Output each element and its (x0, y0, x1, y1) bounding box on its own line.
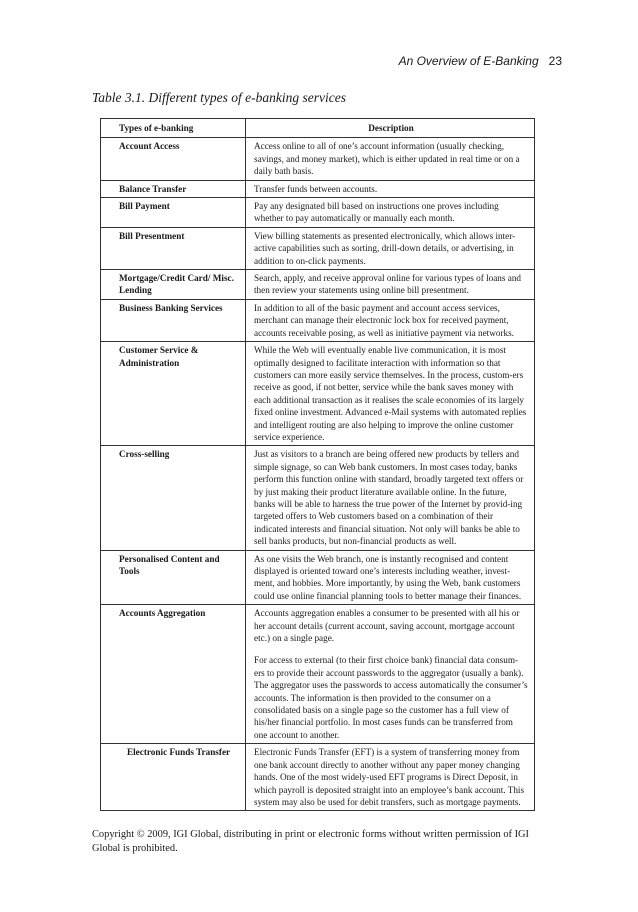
description-paragraph: Just as visitors to a branch are being offered new products by tellers and simple signage, so can Web bank customers. In most cases today, banks perform this function online with standard, broadly targeted text offers or by just making their product literature available online. In the future, banks will be able to harness the true power of the Internet by provid-ing targeted offers to Web customers based on a combination of their indicated interests and financial situation. Not only will banks be able to sell banks products, but non-financial products as well. (254, 449, 524, 547)
service-type: Customer Service & Administration (101, 342, 246, 446)
description-paragraph: While the Web will eventually enable live communication, it is most optimally designed to facilitate interaction with information so that customers can more easily service themselves. In the process, custom-ers receive as good, if not better, service while the bank saves money with each additional transaction as it realises the scale economies of its largely fixed online investment. Advanced e-Mail systems with automated replies and intelligent routing are also helping to improve the online customer service experience. (254, 345, 527, 442)
table-row (101, 299, 535, 341)
col-header-description: Description (246, 119, 535, 138)
table-row (101, 446, 535, 550)
service-description (246, 299, 535, 341)
service-type: Accounts Aggregation (101, 605, 246, 744)
table-row (101, 744, 535, 811)
col-header-type: Types of e-banking (101, 119, 246, 138)
service-description (246, 227, 535, 269)
table-row (101, 605, 535, 744)
service-type: Balance Transfer (101, 180, 246, 197)
service-description (246, 198, 535, 228)
service-type: Account Access (101, 138, 246, 180)
table-row (101, 198, 535, 228)
service-type: Mortgage/Credit Card/ Misc. Lending (101, 270, 246, 300)
description-paragraph: Transfer funds between accounts. (254, 183, 378, 194)
description-paragraph: Pay any designated bill based on instructions one proves including whether to pay automatically or manually each month. (254, 201, 499, 224)
description-paragraph: Search, apply, and receive approval online for various types of loans and then review your statements using online bill presentment. (254, 273, 522, 296)
service-description (246, 744, 535, 811)
service-type: Business Banking Services (101, 299, 246, 341)
service-description (246, 138, 535, 180)
copyright-footer: Copyright © 2009, IGI Global, distributing in print or electronic forms without written permission of IGI Global is prohibited. (92, 829, 530, 854)
service-description (246, 446, 535, 550)
table-row (101, 138, 535, 180)
table-row (101, 227, 535, 269)
table-header-row (101, 119, 535, 138)
service-type: Bill Payment (101, 198, 246, 228)
description-paragraph: In addition to all of the basic payment and account access services, merchant can manage their electronic lock box for received payment, accounts receivable posing, as well as initiative payment via networks. (254, 302, 514, 338)
description-paragraph: For access to external (to their first choice bank) financial data consum-ers to provide their account passwords to the aggregator (usually a bank). The aggregator uses the passwords to access automatically the consumer’s accounts. The information is then provided to the consumer on a consolidated basis on a single page so the customer has a full view of his/her financial portfolio. In most cases funds can be transferred from one account to another. (254, 655, 528, 740)
table-row (101, 342, 535, 446)
description-paragraph: As one visits the Web branch, one is instantly recognised and content displayed is oriented toward one’s interests including weather, invest-ment, and hobbies. More importantly, by using the Web, bank customers could use online financial planning tools to better manage their finances. (254, 553, 522, 601)
description-paragraph: Access online to all of one’s account information (usually checking, savings, and money market), which is either updated in real time or on a daily bath basis. (254, 141, 520, 177)
service-type: Personalised Content and Tools (101, 550, 246, 605)
description-paragraph: Electronic Funds Transfer (EFT) is a system of transferring money from one bank account directly to another without any paper money changing hands. One of the most widely-used EFT programs is Direct Deposit, in which payroll is deposited straight into an employee’s bank account. This system may also be used for debit transfers, such as mortgage payments. (254, 747, 525, 807)
table-row (101, 550, 535, 605)
description-paragraph: Accounts aggregation enables a consumer to be presented with all his or her account details (current account, saving account, mortgage account etc.) on a single page. (254, 608, 520, 644)
table-row (101, 180, 535, 197)
description-paragraph: View billing statements as presented electronically, which allows inter-active capabilities such as sorting, drill-down details, or advertising, in addition to on-click payments. (254, 230, 516, 266)
service-type: Cross-selling (101, 446, 246, 550)
service-description (246, 550, 535, 605)
service-type: Bill Presentment (101, 227, 246, 269)
service-type: Electronic Funds Transfer (101, 744, 246, 811)
running-header (399, 54, 562, 68)
table-row (101, 270, 535, 300)
service-description (246, 605, 535, 744)
ebanking-services-table (100, 118, 535, 811)
service-description (246, 270, 535, 300)
service-description (246, 342, 535, 446)
service-description (246, 180, 535, 197)
page-number: 23 (548, 54, 562, 68)
header-title: An Overview of E-Banking (398, 54, 539, 68)
table-caption: Table 3.1. Different types of e-banking services (92, 90, 346, 105)
